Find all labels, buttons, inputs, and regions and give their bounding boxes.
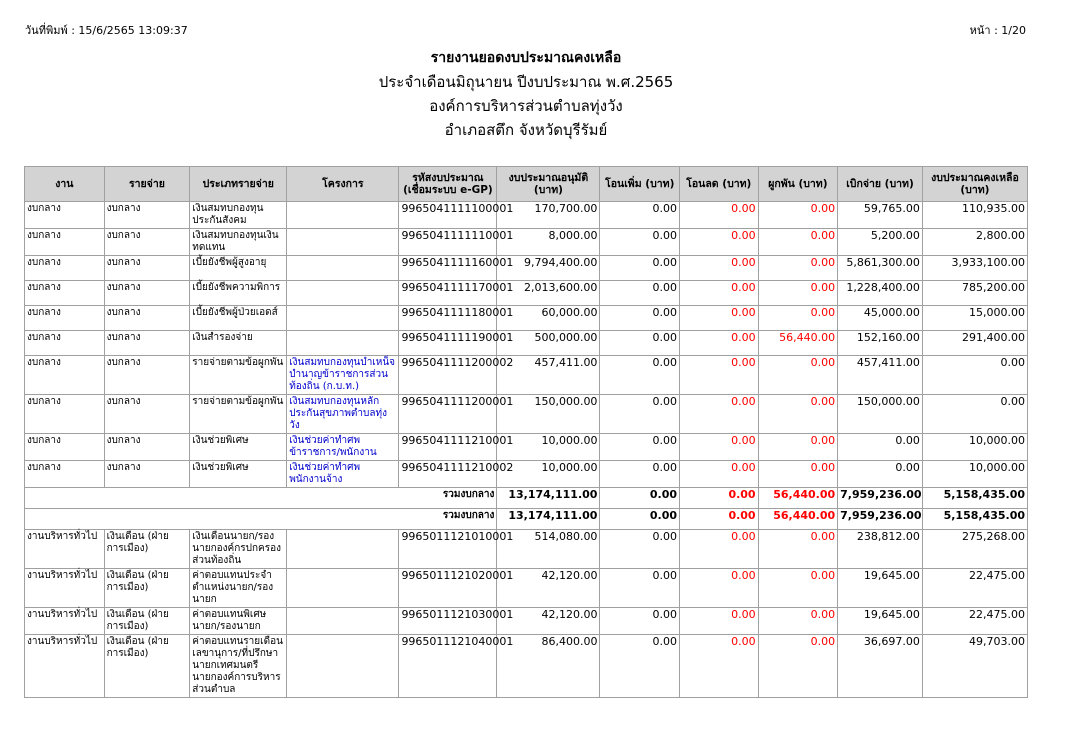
expense-cell: งบกลาง (104, 356, 190, 395)
committed-cell: 56,440.00 (758, 488, 838, 509)
expense-cell: งบกลาง (104, 395, 190, 434)
code-cell: 9965041111200001 (399, 395, 497, 434)
remaining-cell: 291,400.00 (922, 331, 1027, 356)
transfer-out-cell: 0.00 (680, 331, 759, 356)
category-cell: เงินช่วยพิเศษ (190, 461, 287, 488)
committed-cell: 0.00 (758, 356, 838, 395)
transfer-in-cell: 0.00 (600, 509, 680, 530)
work-cell: งบกลาง (25, 256, 105, 281)
transfer-out-cell: 0.00 (680, 530, 759, 569)
project-cell (287, 202, 399, 229)
transfer-in-cell: 0.00 (600, 229, 680, 256)
transfer-out-cell: 0.00 (680, 306, 759, 331)
remaining-cell: 49,703.00 (922, 635, 1027, 698)
table-row (25, 569, 1028, 608)
transfer-out-cell: 0.00 (680, 488, 759, 509)
col-header-committed: ผูกพัน (บาท) (758, 167, 838, 202)
approved-cell: 2,013,600.00 (497, 281, 600, 306)
category-cell: รายจ่ายตามข้อผูกพัน (190, 395, 287, 434)
work-cell: งบกลาง (25, 356, 105, 395)
disbursed-cell: 59,765.00 (838, 202, 923, 229)
category-cell: เงินสำรองจ่าย (190, 331, 287, 356)
committed-cell: 0.00 (758, 635, 838, 698)
remaining-cell: 5,158,435.00 (922, 488, 1027, 509)
transfer-in-cell: 0.00 (600, 256, 680, 281)
disbursed-cell: 457,411.00 (838, 356, 923, 395)
col-header-code: รหัสงบประมาณ (เชื่อมระบบ e-GP) (399, 167, 497, 202)
expense-cell: เงินเดือน (ฝ่ายการเมือง) (104, 635, 190, 698)
category-cell: เบี้ยยังชีพความพิการ (190, 281, 287, 306)
disbursed-cell: 5,861,300.00 (838, 256, 923, 281)
remaining-cell: 5,158,435.00 (922, 509, 1027, 530)
transfer-in-cell: 0.00 (600, 488, 680, 509)
category-cell: ค่าตอบแทนประจำตำแหน่งนายก/รองนายก (190, 569, 287, 608)
project-cell (287, 530, 399, 569)
transfer-in-cell: 0.00 (600, 306, 680, 331)
work-cell: งบกลาง (25, 306, 105, 331)
expense-cell: งบกลาง (104, 434, 190, 461)
transfer-out-cell: 0.00 (680, 281, 759, 306)
disbursed-cell: 0.00 (838, 434, 923, 461)
table-row (25, 256, 1028, 281)
col-header-work: งาน (25, 167, 105, 202)
project-cell[interactable]: เงินช่วยค่าทำศพพนักงานจ้าง (287, 461, 399, 488)
code-cell: 9965041111160001 (399, 256, 497, 281)
remaining-cell: 22,475.00 (922, 608, 1027, 635)
approved-cell: 514,080.00 (497, 530, 600, 569)
expense-cell: เงินเดือน (ฝ่ายการเมือง) (104, 530, 190, 569)
remaining-cell: 2,800.00 (922, 229, 1027, 256)
expense-cell: งบกลาง (104, 281, 190, 306)
table-row (25, 434, 1028, 461)
transfer-in-cell: 0.00 (600, 434, 680, 461)
code-cell: 9965011121030001 (399, 608, 497, 635)
committed-cell: 0.00 (758, 395, 838, 434)
report-organization: องค์การบริหารส่วนตำบลทุ่งวัง (429, 97, 623, 115)
subtotal-label: รวมงบกลาง (25, 488, 497, 509)
project-cell (287, 635, 399, 698)
remaining-cell: 0.00 (922, 395, 1027, 434)
work-cell: งานบริหารทั่วไป (25, 569, 105, 608)
transfer-out-cell: 0.00 (680, 461, 759, 488)
project-cell (287, 306, 399, 331)
category-cell: เงินสมทบกองทุนประกันสังคม (190, 202, 287, 229)
disbursed-cell: 45,000.00 (838, 306, 923, 331)
col-header-expense: รายจ่าย (104, 167, 190, 202)
transfer-out-cell: 0.00 (680, 395, 759, 434)
remaining-cell: 110,935.00 (922, 202, 1027, 229)
report-title: รายงานยอดงบประมาณคงเหลือ (430, 50, 622, 66)
disbursed-cell: 150,000.00 (838, 395, 923, 434)
category-cell: เงินสมทบกองทุนเงินทดแทน (190, 229, 287, 256)
committed-cell: 0.00 (758, 461, 838, 488)
transfer-out-cell: 0.00 (680, 608, 759, 635)
subtotal-label: รวมงบกลาง (25, 509, 497, 530)
table-row (25, 461, 1028, 488)
approved-cell: 42,120.00 (497, 608, 600, 635)
work-cell: งานบริหารทั่วไป (25, 530, 105, 569)
remaining-cell: 10,000.00 (922, 434, 1027, 461)
remaining-cell: 22,475.00 (922, 569, 1027, 608)
transfer-in-cell: 0.00 (600, 635, 680, 698)
category-cell: รายจ่ายตามข้อผูกพัน (190, 356, 287, 395)
code-cell: 9965041111110001 (399, 229, 497, 256)
table-row (25, 635, 1028, 698)
work-cell: งบกลาง (25, 434, 105, 461)
remaining-cell: 0.00 (922, 356, 1027, 395)
remaining-cell: 275,268.00 (922, 530, 1027, 569)
code-cell: 9965041111180001 (399, 306, 497, 331)
approved-cell: 86,400.00 (497, 635, 600, 698)
table-row (25, 356, 1028, 395)
disbursed-cell: 19,645.00 (838, 608, 923, 635)
expense-cell: เงินเดือน (ฝ่ายการเมือง) (104, 569, 190, 608)
approved-cell: 13,174,111.00 (497, 488, 600, 509)
budget-table (24, 166, 1028, 698)
table-row (25, 331, 1028, 356)
expense-cell: งบกลาง (104, 331, 190, 356)
transfer-in-cell: 0.00 (600, 202, 680, 229)
transfer-in-cell: 0.00 (600, 395, 680, 434)
committed-cell: 0.00 (758, 202, 838, 229)
work-cell: งบกลาง (25, 461, 105, 488)
page-number: หน้า : 1/20 (969, 24, 1026, 37)
transfer-out-cell: 0.00 (680, 229, 759, 256)
report-titles (0, 46, 1052, 142)
code-cell: 9965011121020001 (399, 569, 497, 608)
disbursed-cell: 7,959,236.00 (838, 488, 923, 509)
category-cell: เงินช่วยพิเศษ (190, 434, 287, 461)
disbursed-cell: 5,200.00 (838, 229, 923, 256)
code-cell: 9965041111210002 (399, 461, 497, 488)
table-row (25, 395, 1028, 434)
project-cell (287, 229, 399, 256)
disbursed-cell: 36,697.00 (838, 635, 923, 698)
expense-cell: เงินเดือน (ฝ่ายการเมือง) (104, 608, 190, 635)
project-cell (287, 569, 399, 608)
committed-cell: 0.00 (758, 608, 838, 635)
approved-cell: 8,000.00 (497, 229, 600, 256)
print-date: วันที่พิมพ์ : 15/6/2565 13:09:37 (25, 24, 188, 37)
approved-cell: 500,000.00 (497, 331, 600, 356)
project-cell[interactable]: เงินสมทบกองทุนหลักประกันสุขภาพตำบลทุ่งวัง (287, 395, 399, 434)
transfer-in-cell: 0.00 (600, 608, 680, 635)
table-row (25, 202, 1028, 229)
category-cell: ค่าตอบแทนพิเศษนายก/รองนายก (190, 608, 287, 635)
table-body (25, 202, 1028, 698)
category-cell: เงินเดือนนายก/รองนายกองค์กรปกครองส่วนท้องถิ่น (190, 530, 287, 569)
report-period: ประจำเดือนมิถุนายน ปีงบประมาณ พ.ศ.2565 (378, 73, 674, 91)
col-header-transfer-out: โอนลด (บาท) (680, 167, 759, 202)
transfer-out-cell: 0.00 (680, 635, 759, 698)
committed-cell: 56,440.00 (758, 509, 838, 530)
transfer-in-cell: 0.00 (600, 331, 680, 356)
remaining-cell: 785,200.00 (922, 281, 1027, 306)
committed-cell: 0.00 (758, 281, 838, 306)
work-cell: งานบริหารทั่วไป (25, 608, 105, 635)
report-location: อำเภอสตึก จังหวัดบุรีรัมย์ (444, 121, 608, 139)
project-cell (287, 281, 399, 306)
expense-cell: งบกลาง (104, 202, 190, 229)
table-row (25, 281, 1028, 306)
project-cell (287, 331, 399, 356)
transfer-out-cell: 0.00 (680, 569, 759, 608)
remaining-cell: 3,933,100.00 (922, 256, 1027, 281)
disbursed-cell: 7,959,236.00 (838, 509, 923, 530)
work-cell: งบกลาง (25, 281, 105, 306)
category-cell: เบี้ยยังชีพผู้สูงอายุ (190, 256, 287, 281)
committed-cell: 0.00 (758, 434, 838, 461)
approved-cell: 150,000.00 (497, 395, 600, 434)
table-row (25, 306, 1028, 331)
remaining-cell: 10,000.00 (922, 461, 1027, 488)
col-header-category: ประเภทรายจ่าย (190, 167, 287, 202)
code-cell: 9965041111190001 (399, 331, 497, 356)
approved-cell: 457,411.00 (497, 356, 600, 395)
disbursed-cell: 0.00 (838, 461, 923, 488)
work-cell: งานบริหารทั่วไป (25, 635, 105, 698)
work-cell: งบกลาง (25, 202, 105, 229)
table-row (25, 608, 1028, 635)
committed-cell: 0.00 (758, 569, 838, 608)
work-cell: งบกลาง (25, 331, 105, 356)
code-cell: 9965011121040001 (399, 635, 497, 698)
disbursed-cell: 238,812.00 (838, 530, 923, 569)
code-cell: 9965041111170001 (399, 281, 497, 306)
committed-cell: 0.00 (758, 256, 838, 281)
col-header-transfer-in: โอนเพิ่ม (บาท) (600, 167, 680, 202)
col-header-remaining: งบประมาณคงเหลือ (บาท) (922, 167, 1027, 202)
transfer-out-cell: 0.00 (680, 202, 759, 229)
project-cell (287, 608, 399, 635)
expense-cell: งบกลาง (104, 461, 190, 488)
table-row (25, 229, 1028, 256)
category-cell: ค่าตอบแทนรายเดือนเลขานุการ/ที่ปรึกษานายกเทศมนตรี นายกองค์การบริหารส่วนตำบล (190, 635, 287, 698)
work-cell: งบกลาง (25, 229, 105, 256)
approved-cell: 60,000.00 (497, 306, 600, 331)
code-cell: 9965041111100001 (399, 202, 497, 229)
approved-cell: 42,120.00 (497, 569, 600, 608)
category-cell: เบี้ยยังชีพผู้ป่วยเอดส์ (190, 306, 287, 331)
transfer-in-cell: 0.00 (600, 569, 680, 608)
committed-cell: 0.00 (758, 530, 838, 569)
transfer-out-cell: 0.00 (680, 509, 759, 530)
disbursed-cell: 19,645.00 (838, 569, 923, 608)
transfer-out-cell: 0.00 (680, 434, 759, 461)
transfer-out-cell: 0.00 (680, 356, 759, 395)
subtotal-row (25, 488, 1028, 509)
work-cell: งบกลาง (25, 395, 105, 434)
transfer-out-cell: 0.00 (680, 256, 759, 281)
approved-cell: 10,000.00 (497, 434, 600, 461)
expense-cell: งบกลาง (104, 306, 190, 331)
approved-cell: 10,000.00 (497, 461, 600, 488)
code-cell: 9965041111200002 (399, 356, 497, 395)
disbursed-cell: 152,160.00 (838, 331, 923, 356)
table-header-row (25, 167, 1028, 202)
code-cell: 9965041111210001 (399, 434, 497, 461)
approved-cell: 13,174,111.00 (497, 509, 600, 530)
col-header-approved: งบประมาณอนุมัติ (บาท) (497, 167, 600, 202)
col-header-disbursed: เบิกจ่าย (บาท) (838, 167, 923, 202)
project-cell[interactable]: เงินสมทบกองทุนบำเหน็จบำนาญข้าราชการส่วนท้องถิ่น (ก.บ.ท.) (287, 356, 399, 395)
committed-cell: 56,440.00 (758, 331, 838, 356)
subtotal-row (25, 509, 1028, 530)
expense-cell: งบกลาง (104, 256, 190, 281)
committed-cell: 0.00 (758, 306, 838, 331)
col-header-project: โครงการ (287, 167, 399, 202)
transfer-in-cell: 0.00 (600, 281, 680, 306)
transfer-in-cell: 0.00 (600, 530, 680, 569)
remaining-cell: 15,000.00 (922, 306, 1027, 331)
project-cell[interactable]: เงินช่วยค่าทำศพข้าราชการ/พนักงาน (287, 434, 399, 461)
committed-cell: 0.00 (758, 229, 838, 256)
table-row (25, 530, 1028, 569)
transfer-in-cell: 0.00 (600, 356, 680, 395)
disbursed-cell: 1,228,400.00 (838, 281, 923, 306)
project-cell (287, 256, 399, 281)
transfer-in-cell: 0.00 (600, 461, 680, 488)
code-cell: 9965011121010001 (399, 530, 497, 569)
approved-cell: 9,794,400.00 (497, 256, 600, 281)
approved-cell: 170,700.00 (497, 202, 600, 229)
expense-cell: งบกลาง (104, 229, 190, 256)
